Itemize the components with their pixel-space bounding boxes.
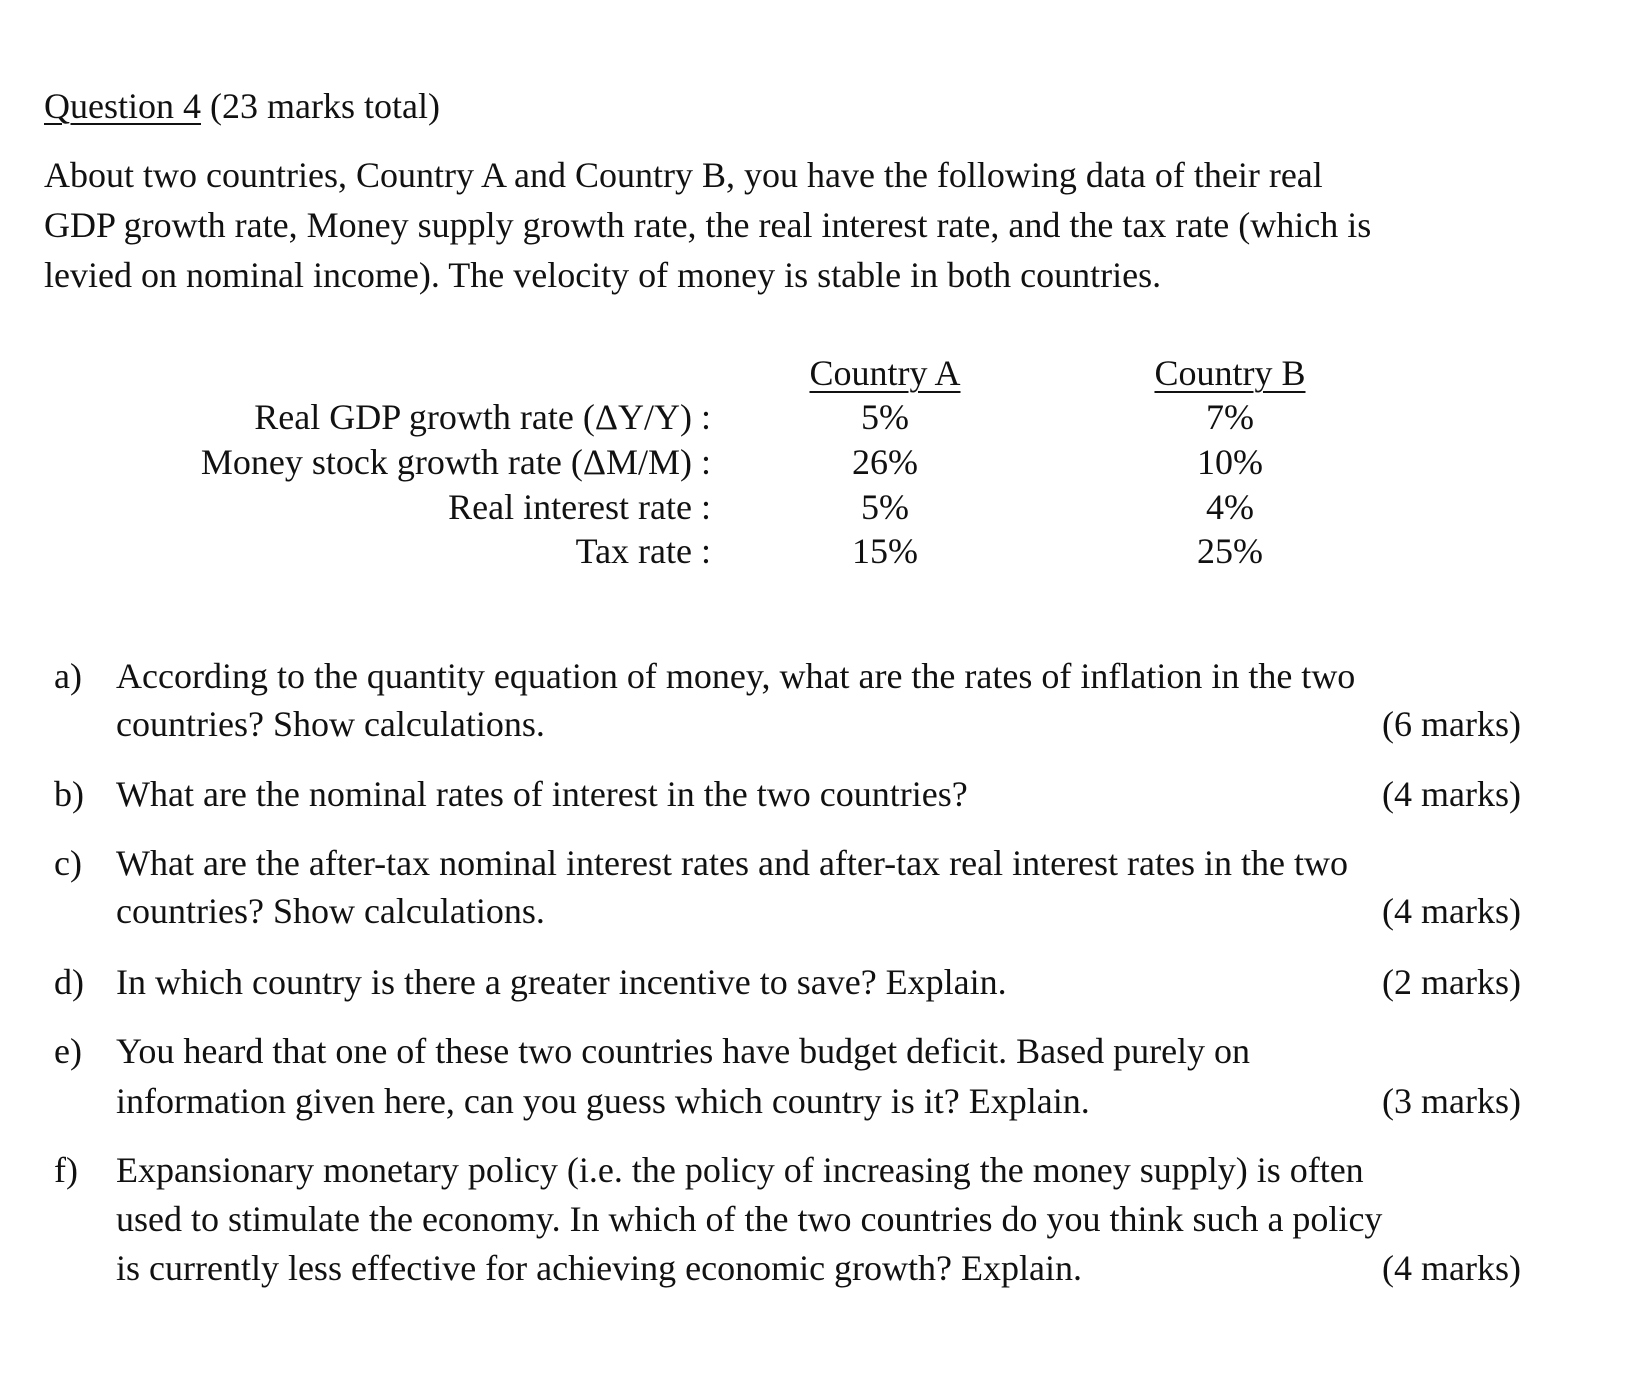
row-label: Money stock growth rate (ΔM/M) : [200, 442, 711, 482]
question-number: Question 4 [44, 86, 201, 126]
question-text: What are the after-tax nominal interest rates and after-tax real interest rates in the two [116, 843, 1348, 883]
marks-label: (4 marks) [1382, 774, 1521, 814]
marks-label: (4 marks) [1382, 891, 1521, 931]
country-a-value: 5% [861, 487, 909, 527]
question-item-b [0, 770, 1641, 820]
question-text: information given here, can you guess which country is it? Explain. [116, 1081, 1090, 1121]
table-header-row [0, 350, 1641, 396]
question-letter: e) [54, 1031, 82, 1071]
marks-label: (4 marks) [1382, 1248, 1521, 1288]
marks-label: (2 marks) [1382, 962, 1521, 1002]
question-text: is currently less effective for achieving economic growth? Explain. [116, 1248, 1082, 1288]
question-item-c [0, 839, 1641, 939]
row-label: Real interest rate : [448, 487, 711, 527]
country-a-value: 5% [861, 397, 909, 437]
country-b-value: 10% [1197, 442, 1263, 482]
question-letter: a) [54, 656, 82, 696]
country-b-value: 7% [1206, 397, 1254, 437]
country-a-value: 15% [852, 531, 918, 571]
intro-paragraph [44, 150, 1604, 300]
table-row [0, 439, 1641, 485]
row-label: Real GDP growth rate (ΔY/Y) : [254, 397, 711, 437]
marks-label: (3 marks) [1382, 1081, 1521, 1121]
question-letter: c) [54, 843, 82, 883]
intro-line: GDP growth rate, Money supply growth rate, the real interest rate, and the tax rate (which is [44, 205, 1372, 245]
total-marks: (23 marks total) [210, 86, 440, 126]
marks-label: (6 marks) [1382, 704, 1521, 744]
country-b-value: 25% [1197, 531, 1263, 571]
country-a-value: 26% [852, 442, 918, 482]
table-row [0, 484, 1641, 530]
row-label: Tax rate : [575, 531, 711, 571]
question-text: What are the nominal rates of interest in the two countries? [116, 774, 968, 814]
intro-line: About two countries, Country A and Country B, you have the following data of their real [44, 155, 1323, 195]
column-header-country-a: Country A [809, 353, 961, 393]
intro-line: levied on nominal income). The velocity of money is stable in both countries. [44, 255, 1162, 295]
question-letter: d) [54, 962, 84, 1002]
question-text: countries? Show calculations. [116, 891, 545, 931]
question-item-d [0, 958, 1641, 1008]
question-text: In which country is there a greater incentive to save? Explain. [116, 962, 1007, 1002]
question-text: used to stimulate the economy. In which of the two countries do you think such a policy [116, 1199, 1383, 1239]
country-b-value: 4% [1206, 487, 1254, 527]
question-text: According to the quantity equation of money, what are the rates of inflation in the two [116, 656, 1356, 696]
table-row [0, 528, 1641, 574]
question-text: Expansionary monetary policy (i.e. the policy of increasing the money supply) is often [116, 1150, 1364, 1190]
question-text: You heard that one of these two countries have budget deficit. Based purely on [116, 1031, 1251, 1071]
column-header-country-b: Country B [1154, 353, 1306, 393]
question-item-a [0, 652, 1641, 752]
table-row [0, 394, 1641, 440]
question-letter: f) [54, 1150, 78, 1190]
question-text: countries? Show calculations. [116, 704, 545, 744]
question-item-e [0, 1027, 1641, 1127]
question-heading [44, 84, 440, 128]
question-item-f [0, 1146, 1641, 1296]
question-letter: b) [54, 774, 84, 814]
